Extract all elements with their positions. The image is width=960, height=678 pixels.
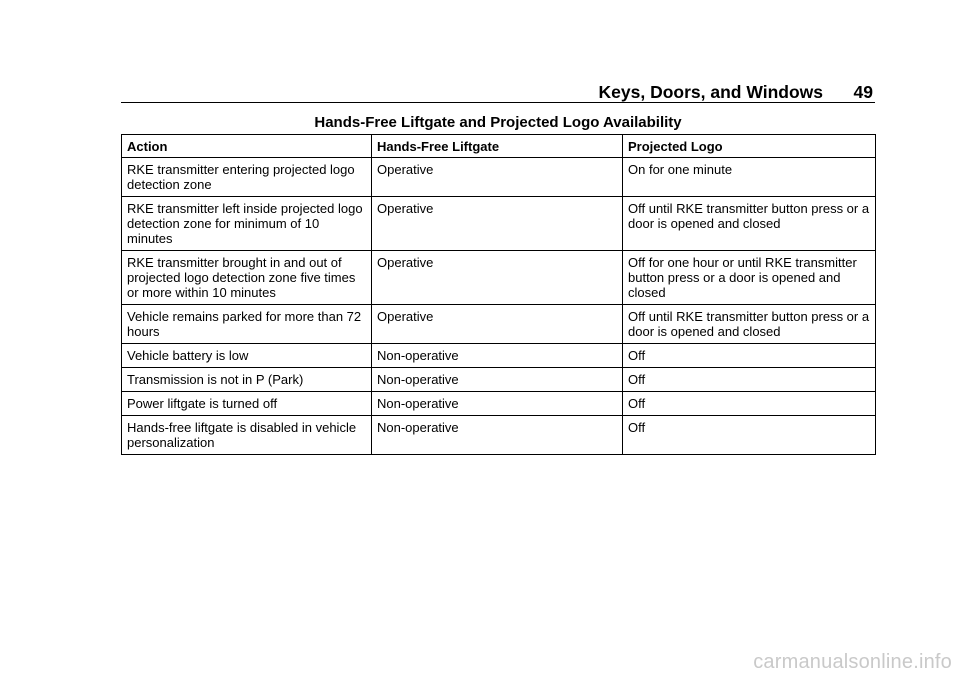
cell-logo: Off <box>623 368 876 392</box>
cell-action: RKE transmitter brought in and out of projected logo detection zone five times or more within 10 minutes <box>122 251 372 305</box>
cell-liftgate: Non-operative <box>372 344 623 368</box>
table-row <box>122 197 876 251</box>
availability-table <box>121 134 876 455</box>
table-row <box>122 251 876 305</box>
column-header-projected-logo: Projected Logo <box>623 135 876 158</box>
table-title: Hands-Free Liftgate and Projected Logo Availability <box>314 114 682 131</box>
cell-action: RKE transmitter left inside projected logo detection zone for minimum of 10 minutes <box>122 197 372 251</box>
table-row <box>122 305 876 344</box>
cell-logo: Off until RKE transmitter button press or a door is opened and closed <box>623 197 876 251</box>
cell-action: Hands-free liftgate is disabled in vehicle personalization <box>122 416 372 455</box>
cell-liftgate: Operative <box>372 305 623 344</box>
section-title: Keys, Doors, and Windows <box>598 82 823 102</box>
table-row <box>122 344 876 368</box>
page-header <box>121 80 875 103</box>
watermark-text: carmanualsonline.info <box>753 651 952 673</box>
table-header-row <box>122 135 876 158</box>
page-number: 49 <box>853 82 873 102</box>
cell-liftgate: Non-operative <box>372 416 623 455</box>
table-row <box>122 416 876 455</box>
column-header-action: Action <box>122 135 372 158</box>
cell-logo: Off <box>623 416 876 455</box>
cell-action: Transmission is not in P (Park) <box>122 368 372 392</box>
cell-action: RKE transmitter entering projected logo detection zone <box>122 158 372 197</box>
cell-action: Vehicle remains parked for more than 72 hours <box>122 305 372 344</box>
cell-liftgate: Non-operative <box>372 368 623 392</box>
cell-liftgate: Operative <box>372 251 623 305</box>
column-header-hands-free-liftgate: Hands-Free Liftgate <box>372 135 623 158</box>
cell-liftgate: Operative <box>372 158 623 197</box>
table-row <box>122 392 876 416</box>
cell-logo: Off <box>623 344 876 368</box>
cell-logo: Off <box>623 392 876 416</box>
cell-logo: Off until RKE transmitter button press or a door is opened and closed <box>623 305 876 344</box>
cell-logo: On for one minute <box>623 158 876 197</box>
cell-action: Power liftgate is turned off <box>122 392 372 416</box>
cell-logo: Off for one hour or until RKE transmitter button press or a door is opened and closed <box>623 251 876 305</box>
table-row <box>122 368 876 392</box>
cell-liftgate: Non-operative <box>372 392 623 416</box>
cell-action: Vehicle battery is low <box>122 344 372 368</box>
table-row <box>122 158 876 197</box>
cell-liftgate: Operative <box>372 197 623 251</box>
